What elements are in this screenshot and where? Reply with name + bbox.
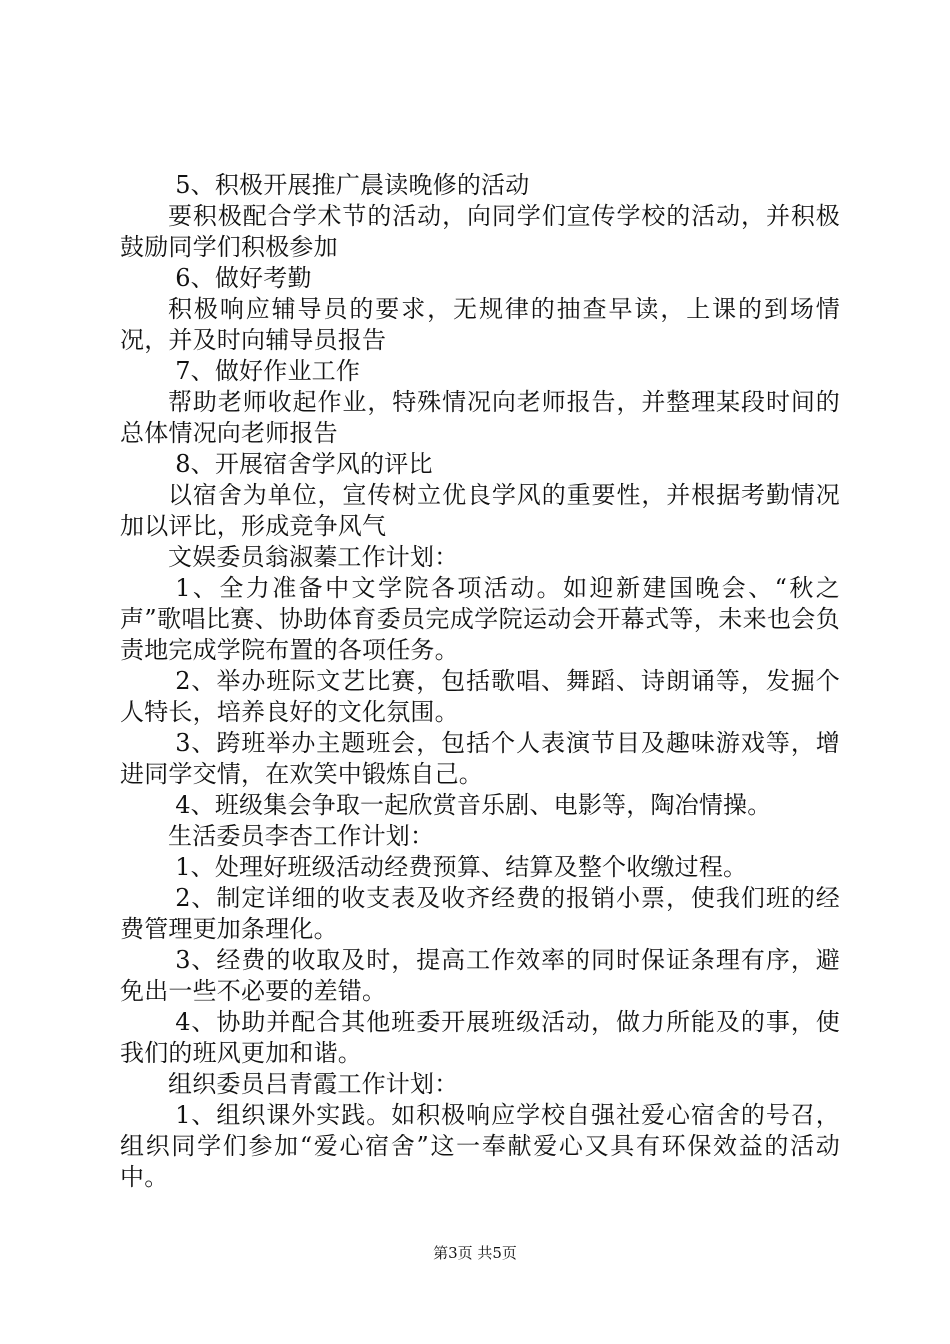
paragraph: 2、制定详细的收支表及收齐经费的报销小票，使我们班的经费管理更加条理化。 [120, 884, 840, 943]
paragraph: 4、协助并配合其他班委开展班级活动，做力所能及的事，使我们的班风更加和谐。 [120, 1008, 840, 1067]
paragraph: 以宿舍为单位，宣传树立优良学风的重要性，并根据考勤情况加以评比，形成竞争风气 [120, 481, 840, 540]
section-heading: 组织委员吕青霞工作计划： [168, 1070, 459, 1098]
paragraph: 1、全力准备中文学院各项活动。如迎新建国晚会、“秋之声”歌唱比赛、协助体育委员完成学院运动会开幕式等，未来也会负责地完成学院布置的各项任务。 [120, 574, 840, 664]
section-heading: 文娱委员翁淑蓁工作计划： [168, 543, 459, 571]
paragraph: 帮助老师收起作业，特殊情况向老师报告，并整理某段时间的总体情况向老师报告 [120, 388, 840, 447]
paragraph: 7、做好作业工作 [175, 357, 361, 385]
document-body [120, 170, 840, 1193]
paragraph: 1、组织课外实践。如积极响应学校自强社爱心宿舍的号召，组织同学们参加“爱心宿舍”这一奉献爱心又具有环保效益的活动中。 [120, 1101, 840, 1191]
paragraph: 1、处理好班级活动经费预算、结算及整个收缴过程。 [175, 853, 748, 881]
page-indicator: 第3页 共5页 [433, 1244, 517, 1262]
paragraph: 6、做好考勤 [175, 264, 312, 292]
paragraph: 3、跨班举办主题班会，包括个人表演节目及趣味游戏等，增进同学交情，在欢笑中锻炼自己。 [120, 729, 840, 788]
paragraph: 积极响应辅导员的要求，无规律的抽查早读，上课的到场情况，并及时向辅导员报告 [120, 295, 840, 354]
paragraph: 3、经费的收取及时，提高工作效率的同时保证条理有序，避免出一些不必要的差错。 [120, 946, 840, 1005]
paragraph: 2、举办班际文艺比赛，包括歌唱、舞蹈、诗朗诵等，发掘个人特长，培养良好的文化氛围。 [120, 667, 840, 726]
paragraph: 5、积极开展推广晨读晚修的活动 [175, 171, 530, 199]
paragraph: 要积极配合学术节的活动，向同学们宣传学校的活动，并积极鼓励同学们积极参加 [120, 202, 840, 261]
section-heading: 生活委员李杏工作计划： [168, 822, 435, 850]
page-footer [0, 1243, 950, 1263]
paragraph: 4、班级集会争取一起欣赏音乐剧、电影等，陶冶情操。 [175, 791, 772, 819]
paragraph: 8、开展宿舍学风的评比 [175, 450, 433, 478]
